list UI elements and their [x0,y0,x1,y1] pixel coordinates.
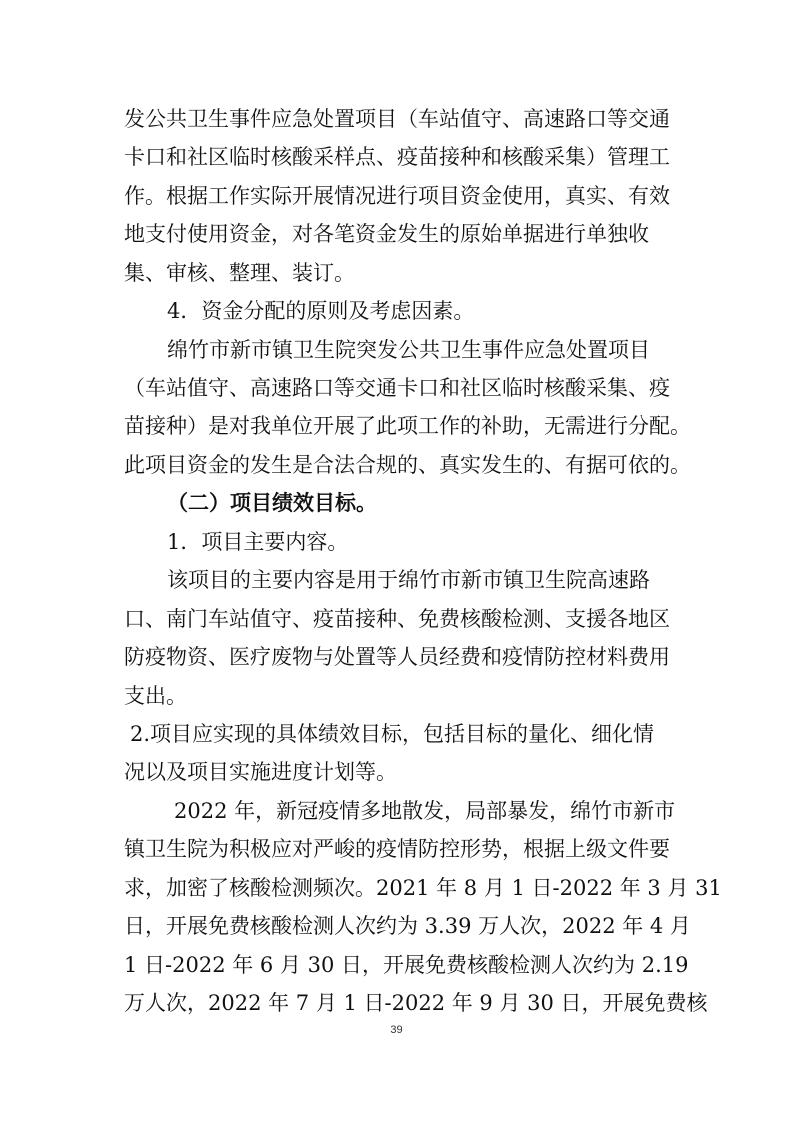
text-line-16: 支出。 [124,684,187,708]
text-line-20: 镇卫生院为积极应对严峻的疫情防控形势，根据上级文件要 [124,837,670,861]
text-line-15: 防疫物资、医疗废物与处置等人员经费和疫情防控材料费用 [124,645,670,669]
section-heading-performance-goals: （二）项目绩效目标。 [167,491,377,515]
text-line-1: 发公共卫生事件应急处置项目（车站值守、高速路口等交通 [124,107,670,131]
text-line-14: 口、南门车站值守、疫苗接种、免费核酸检测、支援各地区 [124,607,670,631]
text-line-13: 该项目的主要内容是用于绵竹市新市镇卫生院高速路 [167,568,650,592]
text-line-22: 日，开展免费核酸检测人次约为 3.39 万人次，2022 年 4 月 [124,914,691,938]
text-line-5: 集、审核、整理、装订。 [124,261,355,285]
text-line-8: （车站值守、高速路口等交通卡口和社区临时核酸采集、疫 [124,376,670,400]
page-number: 39 [390,1024,403,1036]
text-line-10: 此项目资金的发生是合法合规的、真实发生的、有据可依的。 [124,453,691,477]
text-line-2: 卡口和社区临时核酸采样点、疫苗接种和核酸采集）管理工 [124,145,670,169]
text-line-3: 作。根据工作实际开展情况进行项目资金使用，真实、有效 [124,184,670,208]
section-heading-specific-goals: 2.项目应实现的具体绩效目标，包括目标的量化、细化情 [130,722,655,746]
text-line-24: 万人次，2022 年 7 月 1 日-2022 年 9 月 30 日，开展免费核 [124,991,708,1015]
section-heading-funding-principles: 4．资金分配的原则及考虑因素。 [167,299,475,323]
text-line-9: 苗接种）是对我单位开展了此项工作的补助，无需进行分配。 [124,414,691,438]
text-line-7: 绵竹市新市镇卫生院突发公共卫生事件应急处置项目 [167,338,650,362]
text-line-18: 况以及项目实施进度计划等。 [124,760,397,784]
text-line-19: 2022 年，新冠疫情多地散发，局部暴发，绵竹市新市 [174,799,676,823]
section-heading-main-content: 1．项目主要内容。 [167,530,349,554]
text-line-21: 求，加密了核酸检测频次。2021 年 8 月 1 日-2022 年 3 月 31 [124,876,722,900]
text-line-23: 1 日-2022 年 6 月 30 日，开展免费核酸检测人次约为 2.19 [124,953,689,977]
text-line-4: 地支付使用资金，对各笔资金发生的原始单据进行单独收 [124,222,649,246]
